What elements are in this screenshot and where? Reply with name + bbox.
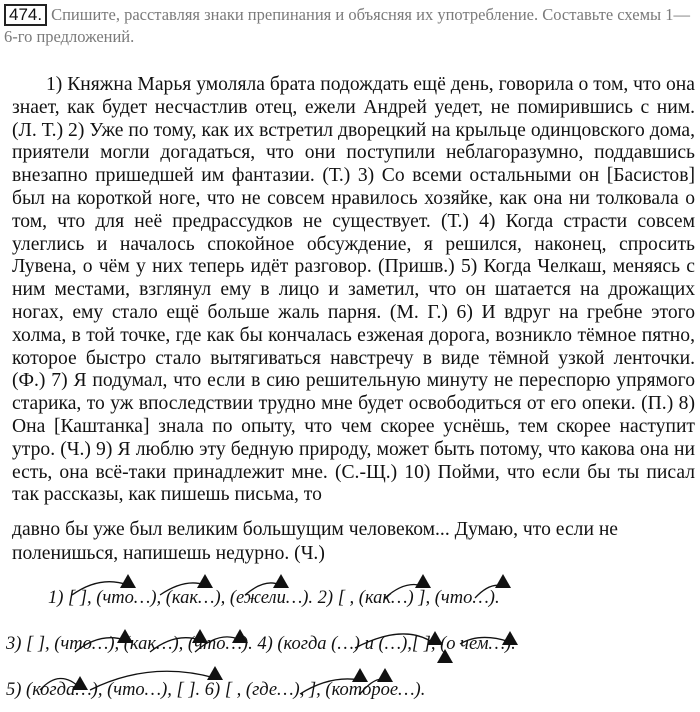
scheme-triangle xyxy=(120,574,136,588)
scheme-line-2: 3) [ ], (что…), (как…), (что…). 4) (когда (…) и (…),[ ], (о чем…). xyxy=(6,634,516,654)
scheme-line-3: 5) (когда…), (что…), [ ]. 6) [ , (где…), ], (которое…). xyxy=(6,680,426,700)
exercise-paragraph: 1) Княжна Марья умоляла брата подождать ещё день, говорила о том, что она знает, как будет несчастлив отец, ежели Андрей уедет, не помирившись с ним. (Л. Т.) 2) Уже по тому, как их встретил дворецкий на крыльце одинцовского дома, приятели могли догадаться, что они поступили неблагоразумно, поддавшись внезапно пришедшей им фантазии. (Т.) 3) Со всеми остальными он [Басистов] был на короткой ноге, что не совсем нравилось хозяйке, как она ни толковала о том, что для неё предрассудков не существует. (Т.) 4) Когда страсти совсем улеглись и началось спокойное обсуждение, я решился, наконец, спросить Лувена, о чём у них теперь идёт разговор. (Пришв.) 5) Когда Челкаш, меняясь с ним местами, взглянул ему в лицо и заметил, что он шатается на дрожащих ногах, ему стало ещё больше жаль парня. (М. Г.) 6) И вдруг на гребне этого холма, в той точке, где как бы кончалась езженая дорога, возникло тёмное пятно, которое быстро стало вытягиваться навстречу в виде тёмной узкой ленточки. (Ф.) 7) Я подумал, что если в сию решительную минуту не переспорю упрямого старика, то уж впоследствии трудно мне будет освободиться от его опеки. (П.) 8) Она [Каштанка] знала по опыту, что чем скорее уснёшь, тем скорее наступит утро. (Ч.) 9) Я люблю эту бедную природу, может быть потому, что какова она ни есть, она всё-таки принадлежит мне. (С.-Щ.) 10) Пойми, что если бы ты писал так рассказы, как пишешь письма, то xyxy=(12,74,695,506)
scheme-triangle xyxy=(273,574,289,588)
scheme-triangle xyxy=(415,574,431,588)
exercise-instruction: Спишите, расставляя знаки препинания и объясняя их употребление. Составьте схемы 1—6-го предложений. xyxy=(4,5,690,46)
exercise-number: 474. xyxy=(4,4,47,26)
scheme-line-1: 1) [ ], (что…), (как…), (ежели…). 2) [ , (как…) ], (что…). xyxy=(48,588,500,608)
exercise-last-lines: давно бы уже был великим большущим человеком... Думаю, что если не поленишься, напишешь недурно. (Ч.) xyxy=(12,519,619,564)
scheme-triangle xyxy=(207,666,223,680)
scheme-triangle xyxy=(495,574,511,588)
scheme-triangle xyxy=(197,574,213,588)
